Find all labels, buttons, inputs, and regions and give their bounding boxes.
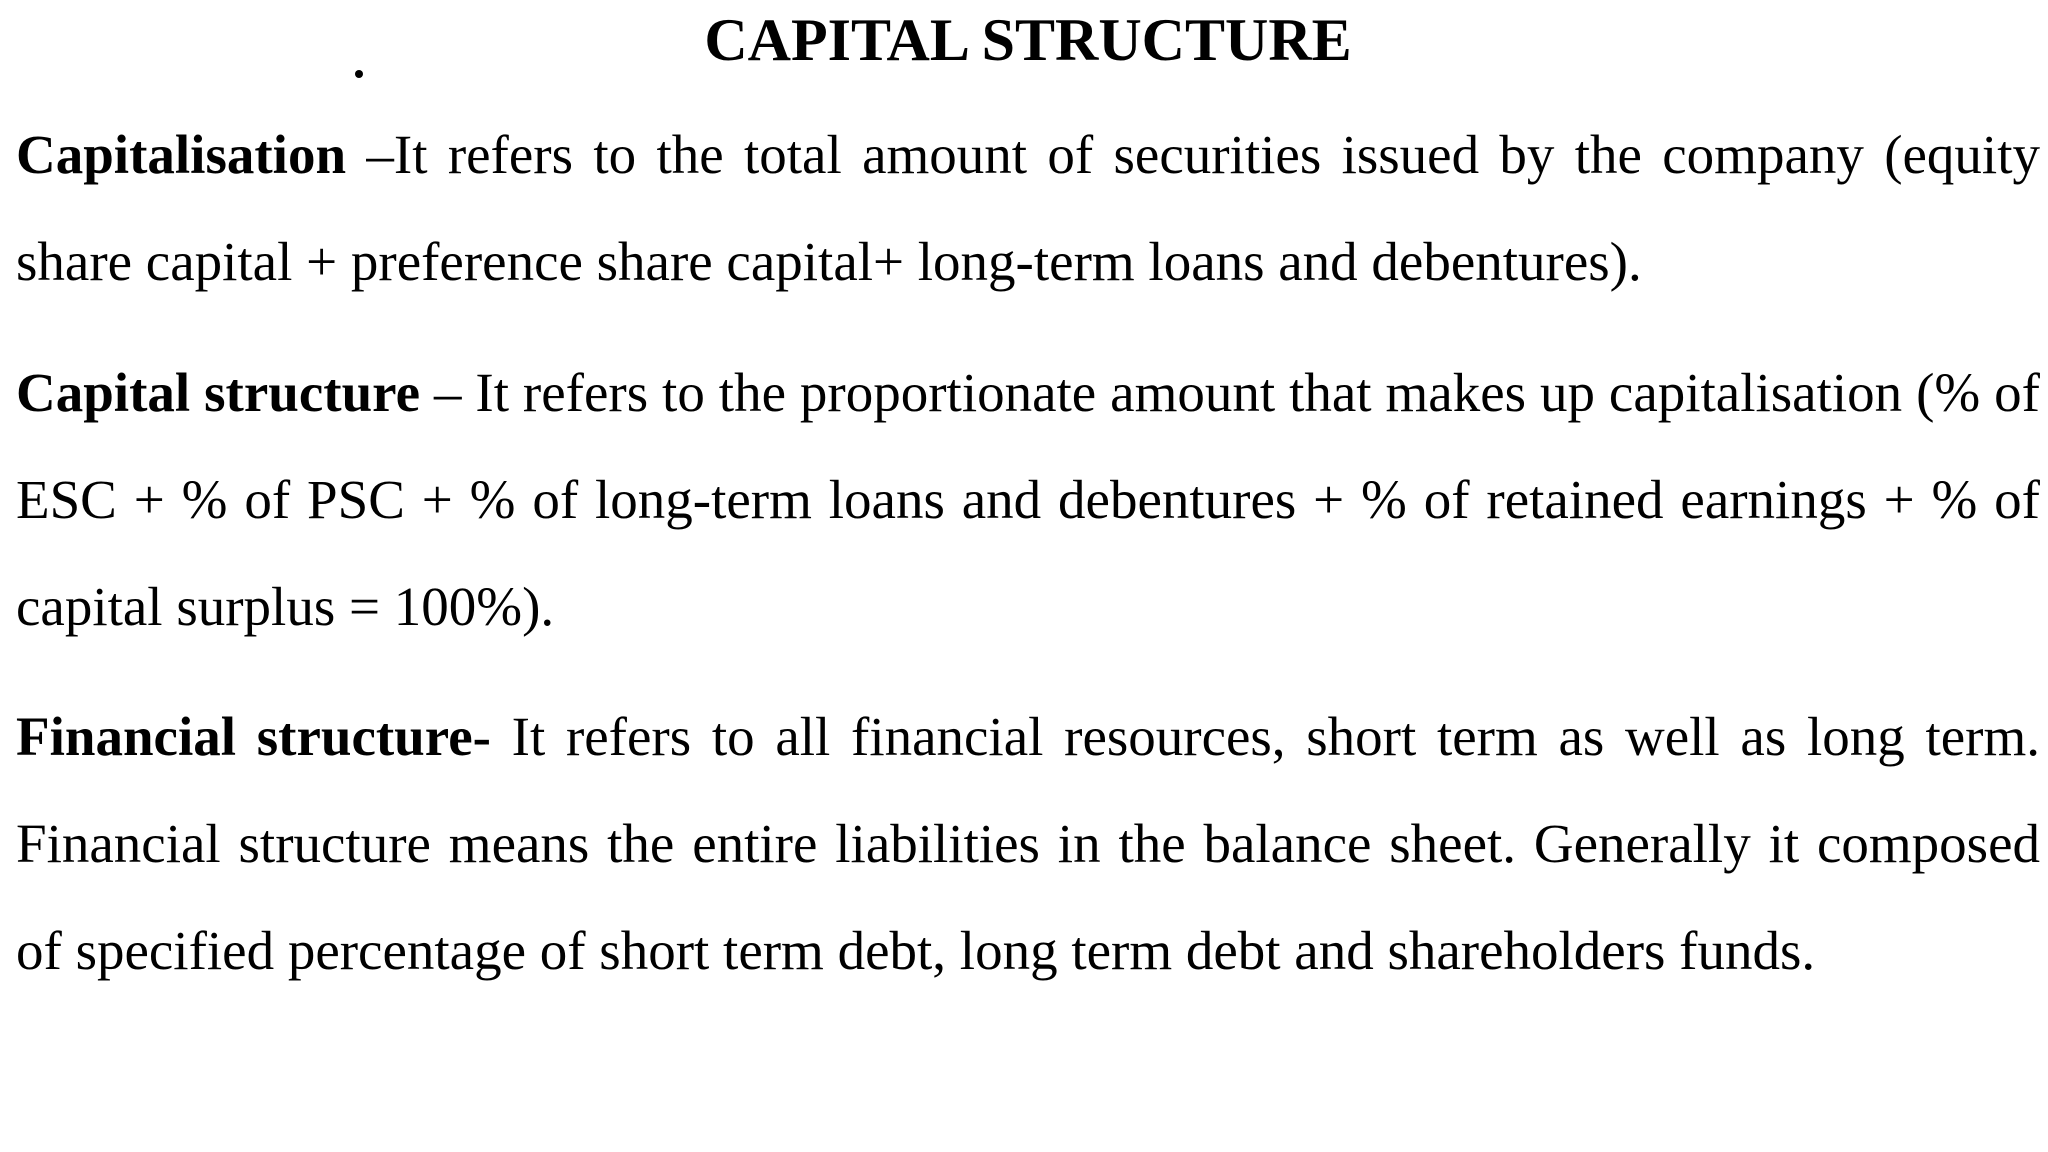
paragraph-capitalisation <box>16 101 2040 315</box>
term-capital-structure: Capital structure <box>16 362 420 423</box>
term-capitalisation: Capitalisation <box>16 124 347 185</box>
term-financial-structure: Financial structure- <box>16 706 491 767</box>
paragraph-financial-structure <box>16 683 2040 1004</box>
paragraph-capital-structure <box>16 339 2040 660</box>
definition-capitalisation: –It refers to the total amount of securities issued by the company (equity share capital + preference share capital+ long-term loans and debentures). <box>16 124 2040 292</box>
definition-financial-structure: It refers to all financial resources, short term as well as long term. Financial structure means the entire liabilities in the balance sheet. Generally it composed of specified percentage of short term debt, long term debt and shareholders funds. <box>16 706 2040 981</box>
page-title: CAPITAL STRUCTURE <box>704 7 1352 73</box>
definition-capital-structure: – It refers to the proportionate amount that makes up capitalisation (% of ESC + % of PSC + % of long-term loans and debentures + % of retained earnings + % of capital surplus = 100%). <box>16 362 2040 637</box>
